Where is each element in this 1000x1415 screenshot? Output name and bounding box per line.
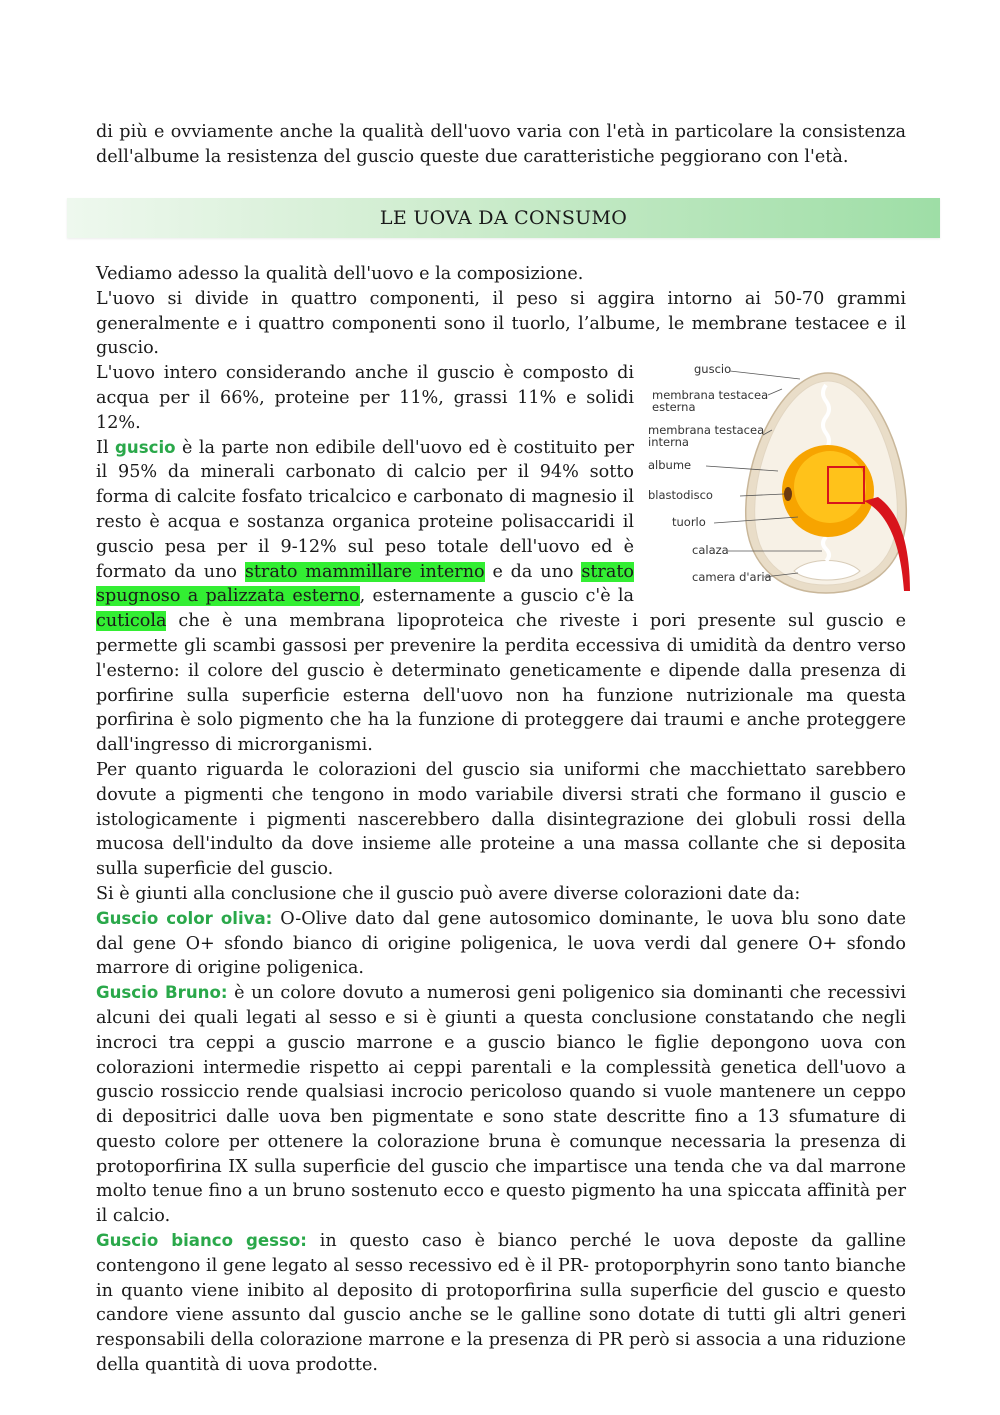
yolk-inner xyxy=(794,451,866,523)
p4-text-e: che è una membrana lipoproteica che riveste i pori presente sul guscio e permette gli scambi gassosi per prevenire la perdita eccessiva di umidità da dentro verso l'esterno: il colore del guscio è determinato geneticamente e dipende dalla presenza di porfirine sulla superficie esterna dell'uovo non ha funzione nutrizionale ma questa porfirina è solo pigmento che ha la funzione di proteggere dai traumi e anche proteggere dall'ingresso di microrganismi. xyxy=(96,611,906,756)
section-title: LE UOVA DA CONSUMO xyxy=(379,207,628,229)
label-tuorlo: tuorlo xyxy=(672,515,706,530)
label-membrana-esterna-2: esterna xyxy=(652,400,696,415)
paragraph-bianco xyxy=(96,1229,906,1378)
intro-paragraph: di più e ovviamente anche la qualità dell'uovo varia con l'età in particolare la consistenza dell'albume la resistenza del guscio queste due caratteristiche peggiorano con l'età. xyxy=(96,122,906,167)
p4-text-d: , esternamente a guscio c'è la xyxy=(359,586,635,607)
highlight-strato-mammillare: strato mammillare interno xyxy=(244,561,485,582)
highlight-strato-spugnoso: strato spugnoso a palizzata esterno xyxy=(96,561,634,607)
label-guscio-bruno: Guscio Bruno: xyxy=(96,983,228,1003)
paragraph-5: Per quanto riguarda le colorazioni del guscio sia uniformi che macchiettato sarebbero dovute a pigmenti che tengono in modo variabile diversi strati che formano il guscio e istologicamente i pigmenti nascerebbero dalla disintegrazione dei globuli rossi della mucosa dell'indulto da dove insieme alle proteine a una massa collante che si deposita sulla superficie del guscio. xyxy=(96,759,906,880)
paragraph-olive xyxy=(96,907,906,981)
label-guscio-bianco: Guscio bianco gesso: xyxy=(96,1231,307,1251)
label-calaza: calaza xyxy=(692,543,729,558)
label-guscio: guscio xyxy=(694,362,732,377)
blastodisc xyxy=(784,487,792,501)
egg-diagram xyxy=(648,361,916,597)
egg-diagram-svg xyxy=(648,361,916,597)
body-text xyxy=(96,262,906,1378)
label-blastodisco: blastodisco xyxy=(648,488,713,503)
highlight-cuticola: cuticola xyxy=(96,611,167,632)
keyword-guscio: guscio xyxy=(115,437,176,457)
text-guscio-bianco: in questo caso è bianco perché le uova deposte da galline contengono il gene legato al sesso recessivo ed è il PR- protoporphyrin sono tanto bianche in quanto viene inibito al deposito di protoporfirina sulla superficie del guscio e questo candore viene assunto dal guscio anche se le galline sono dotate di tutti gli altri generi responsabili della colorazione marrone e la presenza di PR però si associa a una riduzione della quantità di uova prodotte. xyxy=(96,1231,906,1376)
text-guscio-bruno: è un colore dovuto a numerosi geni poligenico sia dominanti che recessivi alcuni dei quali legati al sesso e si è giunti a questa conclusione constatando che negli incroci tra ceppi a guscio marrone e a guscio bianco le figlie depongono uova con colorazioni intermedie rispetto ai ceppi parentali e la complessità genetica dell'uovo a guscio rossiccio rende qualsiasi incrocio pericoloso quando si vuole mantenere un ceppo di depositrici dalle uova ben pigmentate e sono state descritte fino a 13 sfumature di questo colore per ottenere la colorazione bruna è comunque necessaria la presenza di protoporfirina IX sulla superficie del guscio che impartisce una tenda che va dal marrone molto tenue fino a un bruno sostenuto ecco e questo pigmento ha una spiccata affinità per il calcio. xyxy=(96,983,906,1227)
label-membrana-interna-1: membrana testacea xyxy=(648,423,765,438)
label-membrana-esterna-1: membrana testacea xyxy=(652,388,769,403)
p4-text-b: è la parte non edibile dell'uovo ed è costituito per il 95% da minerali carbonato di calcio per il 94% sotto forma di calcite fosfato tricalcico e carbonato di magnesio il resto è acqua e sostanza organica proteine polisaccaridi il guscio pesa per il 9-12% sul peso totale dell'uovo ed è formato da uno xyxy=(96,437,635,582)
text-guscio-oliva: O-Olive dato dal gene autosomico dominante, le uova blu sono date dal gene O+ sfondo bianco di origine poligenica, le uova verdi dal genere O+ sfondo marrore di origine poligenica. xyxy=(96,908,906,979)
p4-text-a: Il xyxy=(96,437,116,458)
paragraph-2: L'uovo si divide in quattro componenti, il peso si aggira intorno ai 50-70 grammi generalmente e i quattro componenti sono il tuorlo, l’albume, le membrane testacee e il guscio. xyxy=(96,288,906,359)
label-membrana-interna-2: interna xyxy=(648,435,689,450)
label-camera-aria: camera d'aria xyxy=(692,570,772,585)
paragraph-1: Vediamo adesso la qualità dell'uovo e la composizione. xyxy=(96,264,584,284)
label-albume: albume xyxy=(648,458,692,473)
label-guscio-oliva: Guscio color oliva: xyxy=(96,908,273,928)
p4-text-c: e da uno xyxy=(484,561,582,582)
section-banner xyxy=(67,198,940,238)
paragraph-3: L'uovo intero considerando anche il guscio è composto di acqua per il 66%, proteine per 11%, grassi 11% e solidi 12%. xyxy=(96,363,634,433)
paragraph-6: Si è giunti alla conclusione che il guscio può avere diverse colorazioni date da: xyxy=(96,883,801,904)
paragraph-bruno xyxy=(96,981,906,1229)
